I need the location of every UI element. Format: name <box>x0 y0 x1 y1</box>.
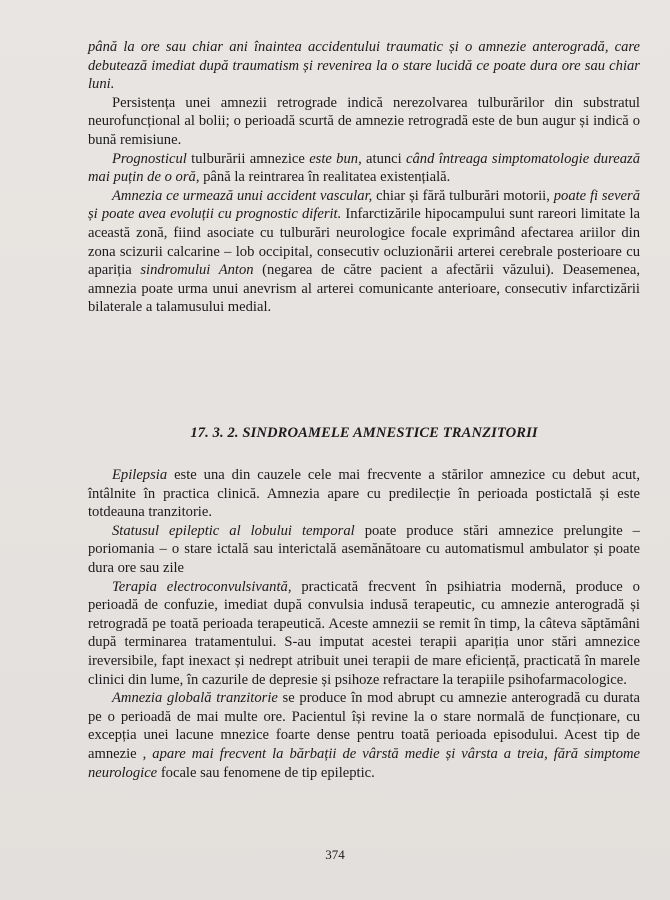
paragraph-3 <box>88 150 640 187</box>
italic-run: sindromului Anton <box>140 262 254 279</box>
paragraph-7 <box>88 578 640 690</box>
paragraph-2 <box>88 94 640 150</box>
text-run: atunci <box>361 150 407 167</box>
text-run: este una din cauzele cele mai frecvente a stărilor amnezice cu debut acut, întâlnite în practica clinică. Amnezia apare cu predilecție în perioada postictală și este totdeauna tranzitorie. <box>88 467 640 521</box>
italic-run: Epilepsia <box>112 467 168 483</box>
text-run: focale sau fenomene de tip epileptic. <box>157 764 375 781</box>
text-run: se produce în mod abrupt cu amnezie anterogradă cu durata pe o perioadă de mai multe ore. Pacientul își revine la o stare normală de funcționare, cu excepția unei lacune mnezice foarte dense pentru toată perioada episodului. Acest tip de amnezie , <box>88 690 640 762</box>
text-run: poate produce stări amnezice prelungite – poriomania – o stare ictală sau interictală asemănătoare cu automatismul ambulator și poate dura ore sau zile <box>88 522 640 576</box>
italic-run: apare mai frecvent la bărbații de vârstă medie și vârsta a treia, fără simptome neurologice <box>88 745 641 781</box>
top-text-block <box>88 38 640 317</box>
italic-run: Statusul epileptic al lobului temporal <box>112 522 355 539</box>
italic-run: până la ore sau chiar ani înaintea accidentului traumatic și o amnezie anterogradă, care debutează imediat după traumatism și revenirea la o stare lucidă ce poate dura ore sau chiar luni. <box>88 39 640 93</box>
paragraph-6 <box>88 522 640 578</box>
text-run: Persistența unei amnezii retrograde indică nerezolvarea tulburărilor din substratul neurofuncțional al bolii; o perioadă scurtă de amnezie retrogradă este de bun augur și indică o bună remisiune. <box>88 94 640 148</box>
italic-run: Terapia electroconvulsivantă, <box>112 578 292 595</box>
bottom-text-block <box>88 466 640 782</box>
text-run: până la reintrarea în realitatea existențială. <box>199 169 451 186</box>
section-heading: 17. 3. 2. SINDROAMELE AMNESTICE TRANZITORII <box>190 425 538 441</box>
italic-run: este bun, <box>309 150 362 167</box>
page-number: 374 <box>325 847 345 862</box>
paragraph-4 <box>88 187 640 317</box>
text-run: chiar și fără tulburări motorii, <box>372 187 554 204</box>
italic-run: poate fi severă și poate avea evoluții cu prognostic diferit. <box>88 187 640 223</box>
paragraph-1 <box>88 38 640 94</box>
italic-run: când întreaga simptomatologie durează mai puțin de o oră, <box>88 150 640 186</box>
text-run: Infarctizările hipocampului sunt rareori limitate la această zonă, fiind asociate cu tulburări neurologice focale exprimând afectarea ariilor din zona scizurii calcarine – lob occipital, consecutiv ocluzionării arterei cerebrale posterioare cu apariția <box>88 206 640 279</box>
text-run: tulburării amnezice <box>186 150 310 167</box>
paragraph-8 <box>88 689 640 782</box>
paragraph-5 <box>88 466 640 522</box>
italic-run: Amnezia globală tranzitorie <box>112 690 278 707</box>
text-run: (negarea de către pacient a afectării văzului). Deasemenea, amnezia poate urma unui anevrism al arterei comunicante anterioare, consecutiv infarctizării bilaterale a talamusului medial. <box>88 262 641 316</box>
italic-run: Amnezia ce urmează unui accident vascular, <box>112 187 373 204</box>
italic-run: Prognosticul <box>112 150 187 167</box>
text-run: practicată frecvent în psihiatria modernă, produce o perioadă de confuzie, imediat după convulsia indusă terapeutic, cu amnezie anterogradă și retrogradă pe toată perioada terapeutică. Aceste amnezii se remit în timp, la câteva săptămâni după terminarea tratamentului. S-au imputat acestei terapii apariția unor stări amnezice ireversibile, fapt inexact și nedrept atribuit unei terapii de mare eficiență, practicată în marele clinici din lume, în cazurile de depresie și psihoze refractare la terapiile psihofarmacologice. <box>88 578 640 688</box>
